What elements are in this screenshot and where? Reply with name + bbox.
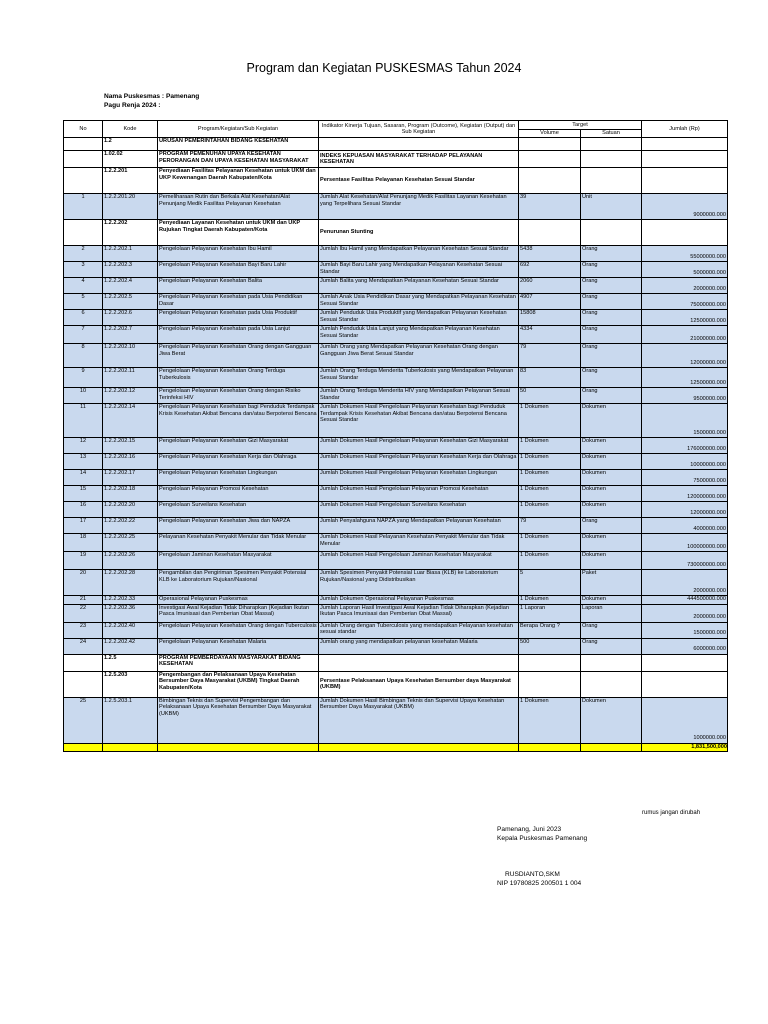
cell-kode: 1.2.2.201 [103,168,158,194]
table-row [64,486,728,502]
cell-satuan [581,654,642,671]
cell-jumlah: 12000000.000 [642,344,728,368]
document-meta [104,93,199,110]
cell-indikator: Jumlah Orang Terduga Menderita Tuberkulosis yang Mendapatkan Pelayanan Sesuai Standar [319,368,519,388]
cell-program: Pengelolaan Pelayanan Kesehatan Jiwa dan NAPZA [158,518,319,534]
table-row [64,552,728,570]
header-jumlah: Jumlah (Rp) [642,121,728,138]
cell-indikator: Jumlah Orang yang Mendapatkan Pelayanan Kesehatan Orang dengan Gangguan Jiwa Berat Sesuai Standar [319,344,519,368]
cell-kode: 1.02.02 [103,151,158,168]
table-row [64,502,728,518]
cell-jumlah: 4000000.000 [642,518,728,534]
cell-indikator: Jumlah Dokumen Hasil Pengelolaan Jaminan Kesehatan Masyarakat [319,552,519,570]
cell-volume: 79 [519,518,581,534]
cell-jumlah: 1000000.000 [642,697,728,743]
signature-block [497,826,587,888]
cell-no [64,220,103,246]
table-row [64,604,728,622]
cell-jumlah [642,654,728,671]
cell-no: 10 [64,388,103,404]
cell-volume: 1 Dokumen [519,470,581,486]
cell-kode: 1.2.2.202.25 [103,534,158,552]
table-row [64,454,728,470]
cell-jumlah: 9500000.000 [642,388,728,404]
table-row [64,246,728,262]
cell-no: 2 [64,246,103,262]
cell-kode: 1.2.2.201.20 [103,194,158,220]
cell-satuan: Orang [581,294,642,310]
cell-jumlah: 730000000.000 [642,552,728,570]
signer-position: Kepala Puskesmas Pamenang [497,834,588,842]
cell-kode: 1.2.2.202.10 [103,344,158,368]
cell-kode: 1.2 [103,138,158,151]
cell-indikator: Persentase Pelaksanaan Upaya Kesehatan Bersumber daya Masyarakat (UKBM) [319,671,519,697]
cell-kode: 1.2.2.202.15 [103,438,158,454]
cell-volume [519,220,581,246]
table-row [64,138,728,151]
cell-volume: 15808 [519,310,581,326]
cell-jumlah: 7500000.000 [642,470,728,486]
table-row [64,194,728,220]
table-row [64,638,728,654]
cell-volume [519,671,581,697]
cell-indikator: Jumlah Balita yang Mendapatkan Pelayanan Kesehatan Sesuai Standar [319,278,519,294]
total-empty-cell [581,743,642,751]
cell-volume: 1 Dokumen [519,697,581,743]
cell-indikator: Jumlah Anak Usia Pendidikan Dasar yang Mendapatkan Pelayanan Kesehatan Sesuai Standar [319,294,519,310]
cell-no: 20 [64,570,103,596]
cell-no: 4 [64,278,103,294]
cell-kode: 1.2.5.203 [103,671,158,697]
cell-volume: 39 [519,194,581,220]
table-row [64,151,728,168]
table-row [64,596,728,605]
cell-jumlah [642,151,728,168]
cell-program: Pengelolaan Pelayanan Kesehatan bagi Penduduk Terdampak Krisis Kesehatan Akibat Bencana dan/atau Berpotensi Bencana [158,404,319,438]
total-empty-cell [158,743,319,751]
cell-program: Pengelolaan Pelayanan Kesehatan Orang dengan Risiko Terinfeksi HIV [158,388,319,404]
cell-jumlah: 5000000.000 [642,262,728,278]
cell-satuan: Dokumen [581,697,642,743]
cell-satuan: Orang [581,326,642,344]
cell-satuan: Dokumen [581,596,642,605]
cell-volume: 50 [519,388,581,404]
pagu-renja: Pagu Renja 2024 : [104,101,161,109]
cell-volume: 500 [519,638,581,654]
cell-jumlah: 6000000.000 [642,638,728,654]
cell-no: 22 [64,604,103,622]
cell-satuan: Dokumen [581,454,642,470]
table-row [64,388,728,404]
cell-jumlah: 176000000.000 [642,438,728,454]
cell-kode: 1.2.2.202.3 [103,262,158,278]
cell-jumlah: 1500000.000 [642,404,728,438]
cell-no [64,654,103,671]
cell-kode: 1.2.2.202.40 [103,622,158,638]
table-row [64,570,728,596]
total-empty-cell [319,743,519,751]
cell-program: Investigasi Awal Kejadian Tidak Diharapkan (Kejadian Ikutan Pasca Imunisasi dan Pemberian Obat Massal) [158,604,319,622]
cell-kode: 1.2.2.202.11 [103,368,158,388]
cell-kode: 1.2.2.202.22 [103,518,158,534]
header-target: Target [519,121,642,130]
table-row [64,404,728,438]
cell-no: 6 [64,310,103,326]
cell-volume: 5 [519,570,581,596]
cell-no: 24 [64,638,103,654]
cell-program: Pengelolaan Pelayanan Kesehatan Ibu Hamil [158,246,319,262]
cell-program: PROGRAM PEMBERDAYAAN MASYARAKAT BIDANG KESEHATAN [158,654,319,671]
cell-program: Pengelolaan Pelayanan Kesehatan Orang Terduga Tuberkulosis [158,368,319,388]
cell-no: 21 [64,596,103,605]
total-empty-cell [519,743,581,751]
cell-satuan: Dokumen [581,534,642,552]
cell-satuan: Orang [581,262,642,278]
cell-kode: 1.2.5 [103,654,158,671]
cell-satuan: Orang [581,388,642,404]
cell-volume: 4334 [519,326,581,344]
cell-no [64,168,103,194]
program-table [63,120,728,752]
cell-indikator: Jumlah Dokumen Hasil Pengelolaan Pelayanan Promosi Kesehatan [319,486,519,502]
cell-no: 19 [64,552,103,570]
cell-jumlah: 12500000.000 [642,310,728,326]
cell-no: 25 [64,697,103,743]
cell-indikator: Persentase Fasilitas Pelayanan Kesehatan Sesuai Standar [319,168,519,194]
cell-kode: 1.2.2.202.36 [103,604,158,622]
cell-indikator [319,654,519,671]
cell-indikator: Jumlah Ibu Hamil yang Mendapatkan Pelayanan Kesehatan Sesuai Standar [319,246,519,262]
header-volume: Volume [519,130,581,138]
cell-jumlah: 75000000.000 [642,294,728,310]
cell-indikator: Jumlah Penduduk Usia Lanjut yang Mendapatkan Pelayanan Kesehatan Sesuai Standar [319,326,519,344]
cell-satuan: Paket [581,570,642,596]
signer-nip: NIP 19780825 200501 1 004 [497,879,582,887]
header-kode: Kode [103,121,158,138]
cell-jumlah [642,671,728,697]
cell-volume: 83 [519,368,581,388]
cell-program: Pengelolaan Pelayanan Kesehatan pada Usia Lanjut [158,326,319,344]
cell-jumlah: 12500000.000 [642,368,728,388]
cell-jumlah: 100000000.000 [642,534,728,552]
cell-kode: 1.2.2.202.6 [103,310,158,326]
cell-jumlah: 12000000.000 [642,502,728,518]
cell-indikator: Jumlah orang yang mendapatkan pelayanan kesehatan Malaria [319,638,519,654]
table-row [64,671,728,697]
table-row [64,278,728,294]
cell-satuan: Orang [581,368,642,388]
cell-no: 13 [64,454,103,470]
cell-indikator: Jumlah Dokumen Hasil Pelayanan Kesehatan Penyakit Menular dan Tidak Menular [319,534,519,552]
cell-program: Pengelolaan Jaminan Kesehatan Masyarakat [158,552,319,570]
cell-kode: 1.2.2.202.33 [103,596,158,605]
cell-program: Pengelolaan Pelayanan Kesehatan Gizi Masyarakat [158,438,319,454]
cell-volume: 2060 [519,278,581,294]
cell-satuan: Dokumen [581,404,642,438]
cell-indikator: Jumlah Laporan Hasil Investigasi Awal Kejadian Tidak Diharapkan (Kejadian Ikutan Pasca Imunisasi dan Pemberian Obat Massal) [319,604,519,622]
cell-program: Pemeliharaan Rutin dan Berkala Alat Kesehatan/Alat Penunjang Medik Fasilitas Pelayanan Kesehatan [158,194,319,220]
header-program: Program/Kegiatan/Sub Kegiatan [158,121,319,138]
cell-kode: 1.2.2.202.42 [103,638,158,654]
cell-satuan: Orang [581,518,642,534]
cell-jumlah: 9000000.000 [642,194,728,220]
cell-indikator: Jumlah Dokumen Hasil Bimbingan Teknis dan Supervisi Upaya Kesehatan Bersumber Daya Masyarakat (UKBM) [319,697,519,743]
header-no: No [64,121,103,138]
cell-indikator: Penurunan Stunting [319,220,519,246]
cell-program: Pengelolaan Pelayanan Kesehatan pada Usia Produktif [158,310,319,326]
cell-satuan [581,220,642,246]
cell-indikator: Jumlah Spesimen Penyakit Potensial Luar Biasa (KLB) ke Laboratorium Rujukan/Nasional yang Didistribusikan [319,570,519,596]
cell-kode: 1.2.2.202.18 [103,486,158,502]
cell-program: Pengelolaan Pelayanan Kesehatan Bayi Baru Lahir [158,262,319,278]
cell-indikator: Jumlah Orang dengan Tuberculosis yang mendapatkan Pelayanan kesehatan sesuai standar [319,622,519,638]
table-row [64,697,728,743]
cell-volume [519,168,581,194]
cell-no: 15 [64,486,103,502]
cell-satuan: Orang [581,278,642,294]
cell-kode: 1.2.2.202.20 [103,502,158,518]
cell-kode: 1.2.2.202.5 [103,294,158,310]
cell-volume: 1 Dokumen [519,502,581,518]
cell-volume: 1 Dokumen [519,552,581,570]
cell-indikator: Jumlah Penyalahguna NAPZA yang Mendapatkan Pelayanan Kesehatan [319,518,519,534]
cell-jumlah: 1500000.000 [642,622,728,638]
cell-kode: 1.2.5.203.1 [103,697,158,743]
cell-indikator: Jumlah Dokumen Hasil Pengelolaan Pelayanan Kesehatan bagi Penduduk Terdampak Krisis Kesehatan Akibat Bencana dan/atau Berpotensi Bencana Sesuai Standar [319,404,519,438]
cell-satuan [581,168,642,194]
table-row [64,622,728,638]
cell-satuan: Dokumen [581,552,642,570]
cell-no [64,151,103,168]
cell-program: Pengelolaan Pelayanan Kesehatan Malaria [158,638,319,654]
cell-satuan [581,151,642,168]
cell-program: URUSAN PEMERINTAHAN BIDANG KESEHATAN [158,138,319,151]
table-row [64,654,728,671]
cell-indikator: Jumlah Alat Kesehatan/Alat Penunjang Medik Fasilitas Layanan Kesehatan yang Terpelihara Sesuai Standar [319,194,519,220]
cell-satuan: Dokumen [581,502,642,518]
cell-jumlah [642,220,728,246]
signer-name: RUSDIANTO,SKM [505,871,560,878]
cell-jumlah: 10000000.000 [642,454,728,470]
cell-program: Pengelolaan Pelayanan Promosi Kesehatan [158,486,319,502]
cell-program: Penyediaan Fasilitas Pelayanan Kesehatan untuk UKM dan UKP Kewenangan Daerah Kabupaten/Kota [158,168,319,194]
cell-kode: 1.2.2.202.4 [103,278,158,294]
cell-indikator: Jumlah Dokumen Hasil Pengelolaan Pelayanan Kesehatan Lingkungan [319,470,519,486]
cell-no: 3 [64,262,103,278]
cell-volume [519,138,581,151]
cell-program: Pengelolaan Pelayanan Kesehatan Orang dengan Gangguan Jiwa Berat [158,344,319,368]
cell-kode: 1.2.2.202.1 [103,246,158,262]
cell-satuan [581,671,642,697]
cell-volume: 1 Dokumen [519,534,581,552]
cell-kode: 1.2.2.202.26 [103,552,158,570]
cell-program: Penyediaan Layanan Kesehatan untuk UKM dan UKP Rujukan Tingkat Daerah Kabupaten/Kota [158,220,319,246]
cell-no: 1 [64,194,103,220]
cell-satuan: Orang [581,246,642,262]
total-row [64,743,728,751]
cell-indikator: Jumlah Dokumen Hasil Pengelolaan Pelayanan Kesehatan Kerja dan Olahraga [319,454,519,470]
cell-kode: 1.2.2.202 [103,220,158,246]
table-row [64,220,728,246]
cell-volume: 1 Laporan [519,604,581,622]
cell-indikator: Jumlah Orang Terduga Menderita HIV yang Mendapatkan Pelayanan Sesuai Standar [319,388,519,404]
cell-volume: 5438 [519,246,581,262]
table-row [64,534,728,552]
cell-jumlah: 2000000.000 [642,604,728,622]
cell-no: 11 [64,404,103,438]
cell-satuan: Orang [581,310,642,326]
cell-program: Operasional Pelayanan Puskesmas [158,596,319,605]
cell-satuan: Dokumen [581,470,642,486]
cell-program: Pengambilan dan Pengiriman Spesimen Penyakit Potensial KLB ke Laboratorium Rujukan/Nasional [158,570,319,596]
cell-jumlah [642,168,728,194]
cell-indikator: INDEKS KEPUASAN MASYARAKAT TERHADAP PELAYANAN KESEHATAN [319,151,519,168]
table-row [64,310,728,326]
cell-kode: 1.2.2.202.17 [103,470,158,486]
place-date: Pamenang, Juni 2023 [497,826,562,833]
cell-kode: 1.2.2.202.14 [103,404,158,438]
cell-no: 14 [64,470,103,486]
cell-jumlah: 444500000.000 [642,596,728,605]
total-empty-cell [103,743,158,751]
cell-no: 7 [64,326,103,344]
table-row [64,470,728,486]
cell-volume: 1 Dokumen [519,438,581,454]
cell-volume: Berapa Orang ? [519,622,581,638]
cell-indikator: Jumlah Dokumen Hasil Pengelolaan Surveilans Kesehatan [319,502,519,518]
cell-no: 12 [64,438,103,454]
cell-volume: 79 [519,344,581,368]
header-satuan: Satuan [581,130,642,138]
cell-indikator: Jumlah Bayi Baru Lahir yang Mendapatkan Pelayanan Kesehatan Sesuai Standar [319,262,519,278]
cell-no: 16 [64,502,103,518]
cell-no: 17 [64,518,103,534]
cell-no [64,671,103,697]
cell-satuan: Dokumen [581,438,642,454]
cell-satuan: Orang [581,638,642,654]
total-empty-cell [64,743,103,751]
header-indikator: Indikator Kinerja Tujuan, Sasaran, Program (Outcome), Kegiatan (Output) dan Sub Kegiatan [319,121,519,138]
table-row [64,438,728,454]
table-body [64,138,728,752]
cell-indikator [319,138,519,151]
table-row [64,518,728,534]
cell-satuan: Orang [581,622,642,638]
cell-program: Pelayanan Kesehatan Penyakit Menular dan Tidak Menular [158,534,319,552]
cell-program: Pengelolaan Pelayanan Kesehatan pada Usia Pendidikan Dasar [158,294,319,310]
formula-note: rumus jangan dirubah [642,810,701,816]
cell-volume: 1 Dokumen [519,454,581,470]
cell-program: Pengelolaan Pelayanan Kesehatan Balita [158,278,319,294]
table-row [64,262,728,278]
cell-program: Pengelolaan Surveilans Kesehatan [158,502,319,518]
puskesmas-name: Nama Puskesmas : Pamenang [104,93,200,100]
cell-volume: 692 [519,262,581,278]
cell-volume: 1 Dokumen [519,404,581,438]
cell-volume [519,654,581,671]
cell-indikator: Jumlah Penduduk Usia Produktif yang Mendapatkan Pelayanan Kesehatan Sesuai Standar [319,310,519,326]
cell-kode: 1.2.2.202.16 [103,454,158,470]
cell-program: Pengelolaan Pelayanan Kesehatan Lingkungan [158,470,319,486]
cell-jumlah: 2000000.000 [642,570,728,596]
cell-satuan: Dokumen [581,486,642,502]
page-title: Program dan Kegiatan PUSKESMAS Tahun 2024 [246,61,522,75]
table-row [64,168,728,194]
cell-volume [519,151,581,168]
cell-program: Bimbingan Teknis dan Supervisi Pengembangan dan Pelaksanaan Upaya Kesehatan Bersumber Daya Masyarakat (UKBM) [158,697,319,743]
cell-no: 23 [64,622,103,638]
cell-satuan [581,138,642,151]
cell-jumlah [642,138,728,151]
cell-kode: 1.2.2.202.7 [103,326,158,344]
cell-jumlah: 21000000.000 [642,326,728,344]
cell-jumlah: 120000000.000 [642,486,728,502]
cell-program: PROGRAM PEMENUHAN UPAYA KESEHATAN PERORANGAN DAN UPAYA KESEHATAN MASYARAKAT [158,151,319,168]
cell-no: 18 [64,534,103,552]
cell-kode: 1.2.2.202.28 [103,570,158,596]
cell-kode: 1.2.2.202.12 [103,388,158,404]
table-row [64,368,728,388]
cell-satuan: Unit [581,194,642,220]
total-amount: 1,831,500,000 [642,743,728,751]
cell-indikator: Jumlah Dokumen Operasional Pelayanan Puskesmas [319,596,519,605]
cell-volume: 4907 [519,294,581,310]
cell-volume: 1 Dokumen [519,596,581,605]
cell-no: 8 [64,344,103,368]
cell-jumlah: 2000000.000 [642,278,728,294]
cell-no [64,138,103,151]
cell-volume: 1 Dokumen [519,486,581,502]
cell-indikator: Jumlah Dokumen Hasil Pengelolaan Pelayanan Kesehatan Gizi Masyarakat [319,438,519,454]
cell-satuan: Orang [581,344,642,368]
table-row [64,344,728,368]
table-row [64,326,728,344]
cell-program: Pengembangan dan Pelaksanaan Upaya Kesehatan Bersumber Daya Masyarakat (UKBM) Tingkat Daerah Kabupaten/Kota [158,671,319,697]
cell-jumlah: 55000000.000 [642,246,728,262]
cell-no: 5 [64,294,103,310]
cell-satuan: Laporan [581,604,642,622]
cell-program: Pengelolaan Pelayanan Kesehatan Kerja dan Olahraga [158,454,319,470]
cell-no: 9 [64,368,103,388]
cell-program: Pengelolaan Pelayanan Kesehatan Orang dengan Tuberculosis [158,622,319,638]
table-row [64,294,728,310]
